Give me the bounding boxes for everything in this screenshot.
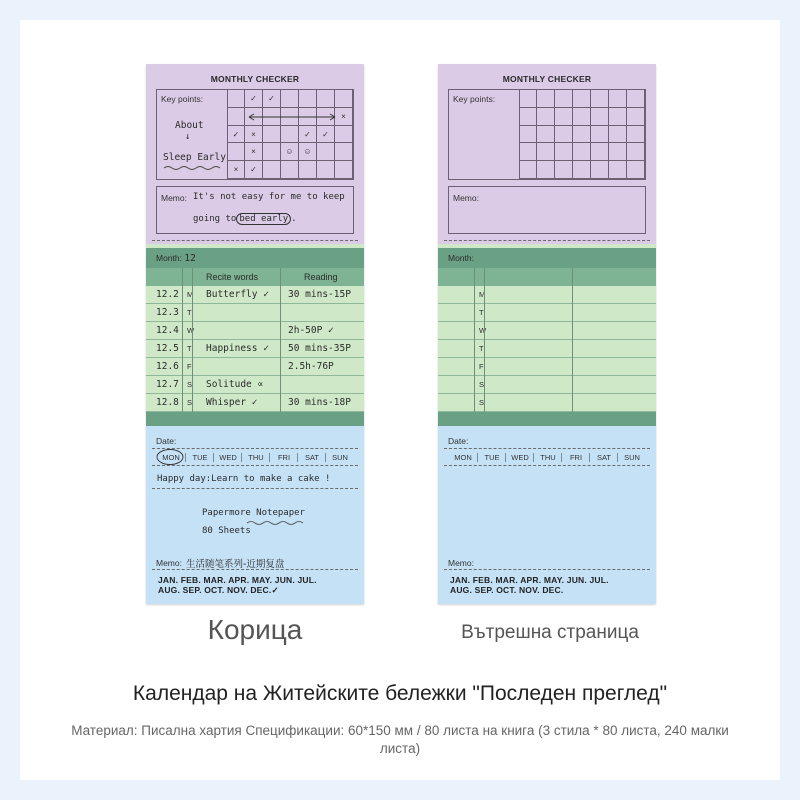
weekday-wed: WED [213,453,242,462]
arrow-down-icon: ↓ [185,132,191,142]
product-headline: Календар на Житейските бележки "Последен преглед" [132,682,668,705]
table-row [438,358,656,376]
tear-line [444,240,650,241]
grid-cell: ☺ [299,143,317,161]
row-day: S [187,398,193,407]
divider [572,268,573,418]
grid-cell [555,143,573,161]
about-text: About [175,120,204,131]
grid-cell [591,143,609,161]
grid-cell [591,126,609,144]
card-title: MONTHLY CHECKER [210,74,300,84]
wavy-underline [163,165,221,171]
weekday-sun: SUN [617,453,646,462]
table-row [146,286,364,304]
grid-cell [627,126,645,144]
row-reading: 30 mins-15P [288,289,351,300]
months-row-1: JAN. FEB. MAR. APR. MAY. JUN. JUL. [158,575,317,585]
month-band-bottom [438,412,656,426]
date-label: Date: [156,436,177,446]
grid-cell [537,126,555,144]
grid-cell: ✓ [317,126,335,144]
row-reading: 30 mins-18P [288,397,351,408]
table-row [438,340,656,358]
weekday-mon: MON [162,453,180,462]
row-day: T [479,308,484,317]
grid-cell [537,143,555,161]
row-date: 12.8 [156,397,179,408]
divider [444,448,650,449]
weekday-wed: WED [505,453,534,462]
grid-cell: × [335,108,353,126]
table-row [438,304,656,322]
row-recite: Whisper ✓ [206,397,258,408]
key-points-box [448,89,646,180]
grid-cell [299,90,317,108]
product-image-frame [20,20,780,780]
divider [444,569,650,570]
date-section [146,426,364,604]
memo-label: Memo: [156,558,182,568]
grid-cell [519,90,537,108]
date-label: Date: [448,436,469,446]
divider [182,268,183,418]
row-date: 12.2 [156,289,179,300]
month-label: Month: 12 [156,253,196,264]
row-date: 12.6 [156,361,179,372]
grid-cell [335,126,353,144]
table-row [146,340,364,358]
table-row [438,322,656,340]
grid-cell [609,161,627,179]
row-reading: 2.5h-76P [288,361,334,372]
weekday-sat: SAT [297,453,326,462]
row-recite: Happiness ✓ [206,343,269,354]
key-points-label: Key points: [161,94,204,104]
caption-inner-page: Вътрешна страница [461,622,639,643]
grid-cell [573,108,591,126]
row-date: 12.5 [156,343,179,354]
grid-cell [627,90,645,108]
row-day: W [187,326,195,335]
grid-cell [519,108,537,126]
weekday-mon: MON [454,453,472,462]
row-recite: Solitude ∝ [206,379,264,390]
months-row-1: JAN. FEB. MAR. APR. MAY. JUN. JUL. [450,575,609,585]
checker-grid [519,90,645,179]
grid-cell [627,108,645,126]
table-row [438,376,656,394]
monthly-checker-section [146,64,364,244]
month-label: Month: [448,253,474,263]
row-day: T [187,308,192,317]
grid-cell [335,143,353,161]
row-date: 12.3 [156,307,179,318]
grid-cell [609,143,627,161]
row-reading: 2h-50P ✓ [288,325,334,336]
cover-notepad [146,64,364,604]
grid-cell: × [245,126,263,144]
grid-cell [281,126,299,144]
grid-cell [537,161,555,179]
grid-cell [573,90,591,108]
caption-cover: Корица [207,614,303,645]
row-day: F [479,362,484,371]
table-row [438,286,656,304]
memo-cn-text: 生活随笔系列-近期复盘 [186,559,285,570]
grid-cell [317,90,335,108]
key-points-label: Key points: [453,94,496,104]
row-day: S [479,398,485,407]
grid-cell: × [245,143,263,161]
grid-cell: ✓ [245,161,263,179]
arrow-icon [247,112,337,122]
wavy-underline [246,520,308,526]
table-row [438,394,656,412]
grid-cell [519,143,537,161]
months-row-2: AUG. SEP. OCT. NOV. DEC. [450,585,564,595]
weekday-thu: THU [533,453,562,462]
weekday-sat: SAT [589,453,618,462]
grid-cell [609,90,627,108]
grid-cell [609,126,627,144]
divider [444,465,650,466]
months-row-2: AUG. SEP. OCT. NOV. DEC.✓ [158,585,279,595]
product-description: Материал: Писална хартия Спецификации: 60*150 мм / 80 листа на книга (3 стила * 80 листа, 240 малки листа) [71,723,729,756]
grid-cell [555,126,573,144]
table-header [438,268,656,286]
weekday-fri: FRI [561,453,590,462]
memo-line-2: going to bed early . [193,214,297,224]
grid-cell [573,143,591,161]
grid-cell [281,161,299,179]
grid-cell: ✓ [263,90,281,108]
divider [152,569,358,570]
grid-cell [609,108,627,126]
grid-cell: × [227,161,245,179]
table-row [146,304,364,322]
checker-grid [227,90,353,179]
grid-cell [281,90,299,108]
grid-cell [555,90,573,108]
weekday-thu: THU [241,453,270,462]
grid-cell [263,126,281,144]
grid-cell [537,90,555,108]
table-row [146,376,364,394]
divider [484,268,485,418]
circled-mon-mark [156,447,186,467]
grid-cell [591,90,609,108]
grid-cell [537,108,555,126]
grid-cell [573,126,591,144]
brand-text: Papermore Notepaper [202,508,305,518]
row-day: T [479,344,484,353]
grid-cell [335,90,353,108]
table-row [146,394,364,412]
grid-cell [227,90,245,108]
memo-label: Memo: [161,193,187,203]
divider [152,465,358,466]
row-day: S [187,380,193,389]
monthly-checker-section [438,64,656,244]
tear-line [152,240,358,241]
happy-day-text: Happy day:Learn to make a cake ! [157,474,331,484]
key-points-box [156,89,354,180]
divider [192,268,193,418]
grid-cell: ✓ [227,126,245,144]
grid-cell [519,161,537,179]
row-day: M [187,290,194,299]
weekday-tue: TUE [477,453,506,462]
row-day: S [479,380,485,389]
grid-cell [519,126,537,144]
weekday-fri: FRI [269,453,298,462]
table-row [146,358,364,376]
grid-cell [555,161,573,179]
grid-cell [263,161,281,179]
table-row [146,322,364,340]
inner-page-notepad [438,64,656,604]
divider [474,268,475,418]
grid-cell [591,108,609,126]
weekday-sun: SUN [325,453,354,462]
grid-cell [627,143,645,161]
grid-cell: ☺ [281,143,299,161]
row-recite: Butterfly ✓ [206,289,269,300]
row-date: 12.4 [156,325,179,336]
grid-cell [317,143,335,161]
grid-cell [335,161,353,179]
month-band-bottom [146,412,364,426]
row-reading: 50 mins-35P [288,343,351,354]
card-title: MONTHLY CHECKER [502,74,592,84]
grid-cell [227,143,245,161]
date-section [438,426,656,604]
memo-line-1: It's not easy for me to keep [193,192,345,202]
sleep-early-text: Sleep Early [163,152,226,163]
memo-label: Memo: [453,193,479,203]
grid-cell [227,108,245,126]
grid-cell [555,108,573,126]
grid-cell [317,161,335,179]
divider [280,268,281,418]
row-day: T [187,344,192,353]
row-day: M [479,290,486,299]
col-reading: Reading [304,272,338,282]
row-day: W [479,326,487,335]
row-date: 12.7 [156,379,179,390]
grid-cell [573,161,591,179]
grid-cell [591,161,609,179]
circled-bed-early: bed early [236,213,291,225]
memo-box [156,186,354,234]
row-day: F [187,362,192,371]
memo-box [448,186,646,234]
grid-cell: ✓ [245,90,263,108]
col-recite-words: Recite words [206,272,259,282]
memo-label: Memo: [448,558,474,568]
grid-cell: ✓ [299,126,317,144]
grid-cell [263,143,281,161]
divider [152,488,358,489]
grid-cell [627,161,645,179]
sheets-text: 80 Sheets [202,526,251,536]
grid-cell [299,161,317,179]
weekday-tue: TUE [185,453,214,462]
